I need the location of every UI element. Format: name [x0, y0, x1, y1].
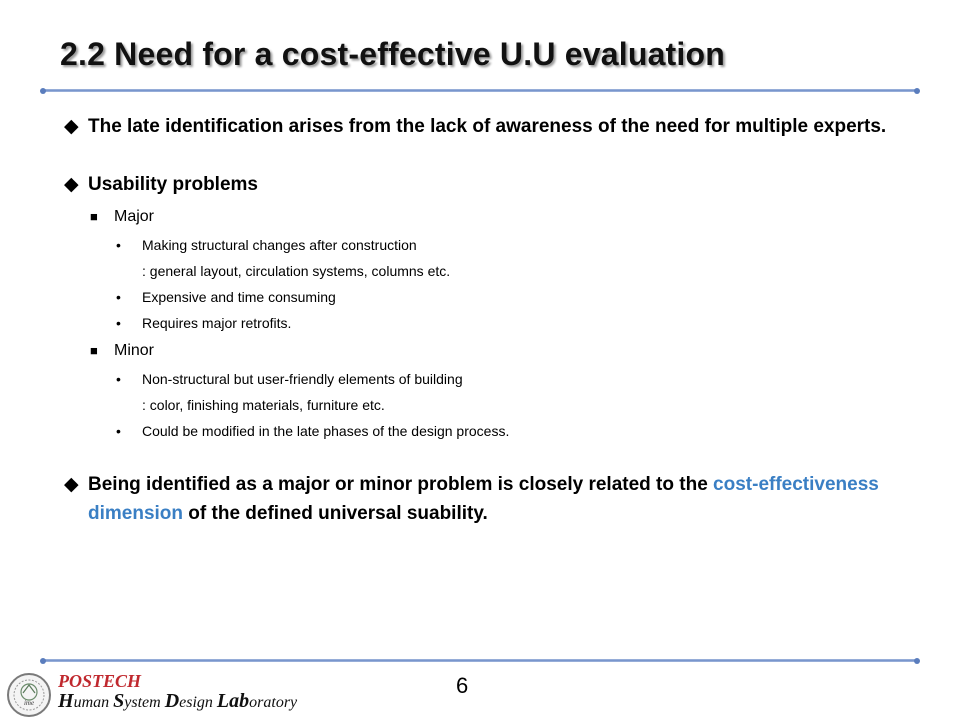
sub-bullet-minor: [90, 339, 924, 363]
bullet-point-usability-problems: [64, 170, 924, 199]
dot-bullet-icon: •: [116, 371, 121, 387]
square-bullet-icon: ■: [90, 209, 98, 224]
dot-bullet-icon: •: [116, 289, 121, 305]
ime-seal-logo: [6, 672, 52, 718]
slide-body: [64, 112, 924, 528]
bullet-point-cost-effectiveness: ◆ Being identified as a major or minor problem is closely related to the cost-effectiveness dimension of the defined universal suability.: [64, 470, 924, 528]
list-item: • Making structural changes after construction: [116, 237, 417, 253]
sub-bullet-label: Major: [114, 208, 155, 225]
diamond-bullet-icon: ◆: [64, 174, 79, 195]
svg-text:ime: ime: [23, 699, 35, 707]
dot-bullet-icon: •: [116, 315, 121, 331]
list-item-continuation: : general layout, circulation systems, columns etc.: [142, 263, 451, 279]
footer-divider: [40, 659, 920, 662]
list-item: • Requires major retrofits.: [116, 315, 292, 331]
diamond-bullet-icon: ◆: [64, 116, 79, 137]
dot-bullet-icon: •: [116, 423, 121, 439]
list-item: • Could be modified in the late phases of the design process.: [116, 423, 510, 439]
slide-title: 2.2 Need for a cost-effective U.U evaluation: [60, 36, 726, 72]
bullet-point-late-identification: [64, 112, 924, 141]
list-item: • Expensive and time consuming: [116, 289, 336, 305]
sub-bullet-label: Minor: [114, 342, 155, 359]
square-bullet-icon: ■: [90, 343, 98, 358]
diamond-bullet-icon: ◆: [64, 474, 79, 495]
org-name: POSTECH: [58, 671, 142, 691]
page-number: 6: [456, 673, 469, 698]
bullet-text: The late identification arises from the lack of awareness of the need for multiple experts.: [88, 116, 887, 137]
lab-name: Human System Design Laboratory: [58, 690, 298, 712]
bullet-text: Usability problems: [88, 174, 258, 195]
highlighted-term: cost-effectiveness dimension: [88, 474, 879, 524]
lab-brand: [58, 672, 297, 714]
dot-bullet-icon: •: [116, 237, 121, 253]
title-divider: [40, 89, 920, 92]
list-item: • Non-structural but user-friendly elements of building: [116, 371, 463, 387]
list-item-continuation: : color, finishing materials, furniture etc.: [142, 397, 385, 413]
sub-bullet-major: [90, 205, 924, 229]
